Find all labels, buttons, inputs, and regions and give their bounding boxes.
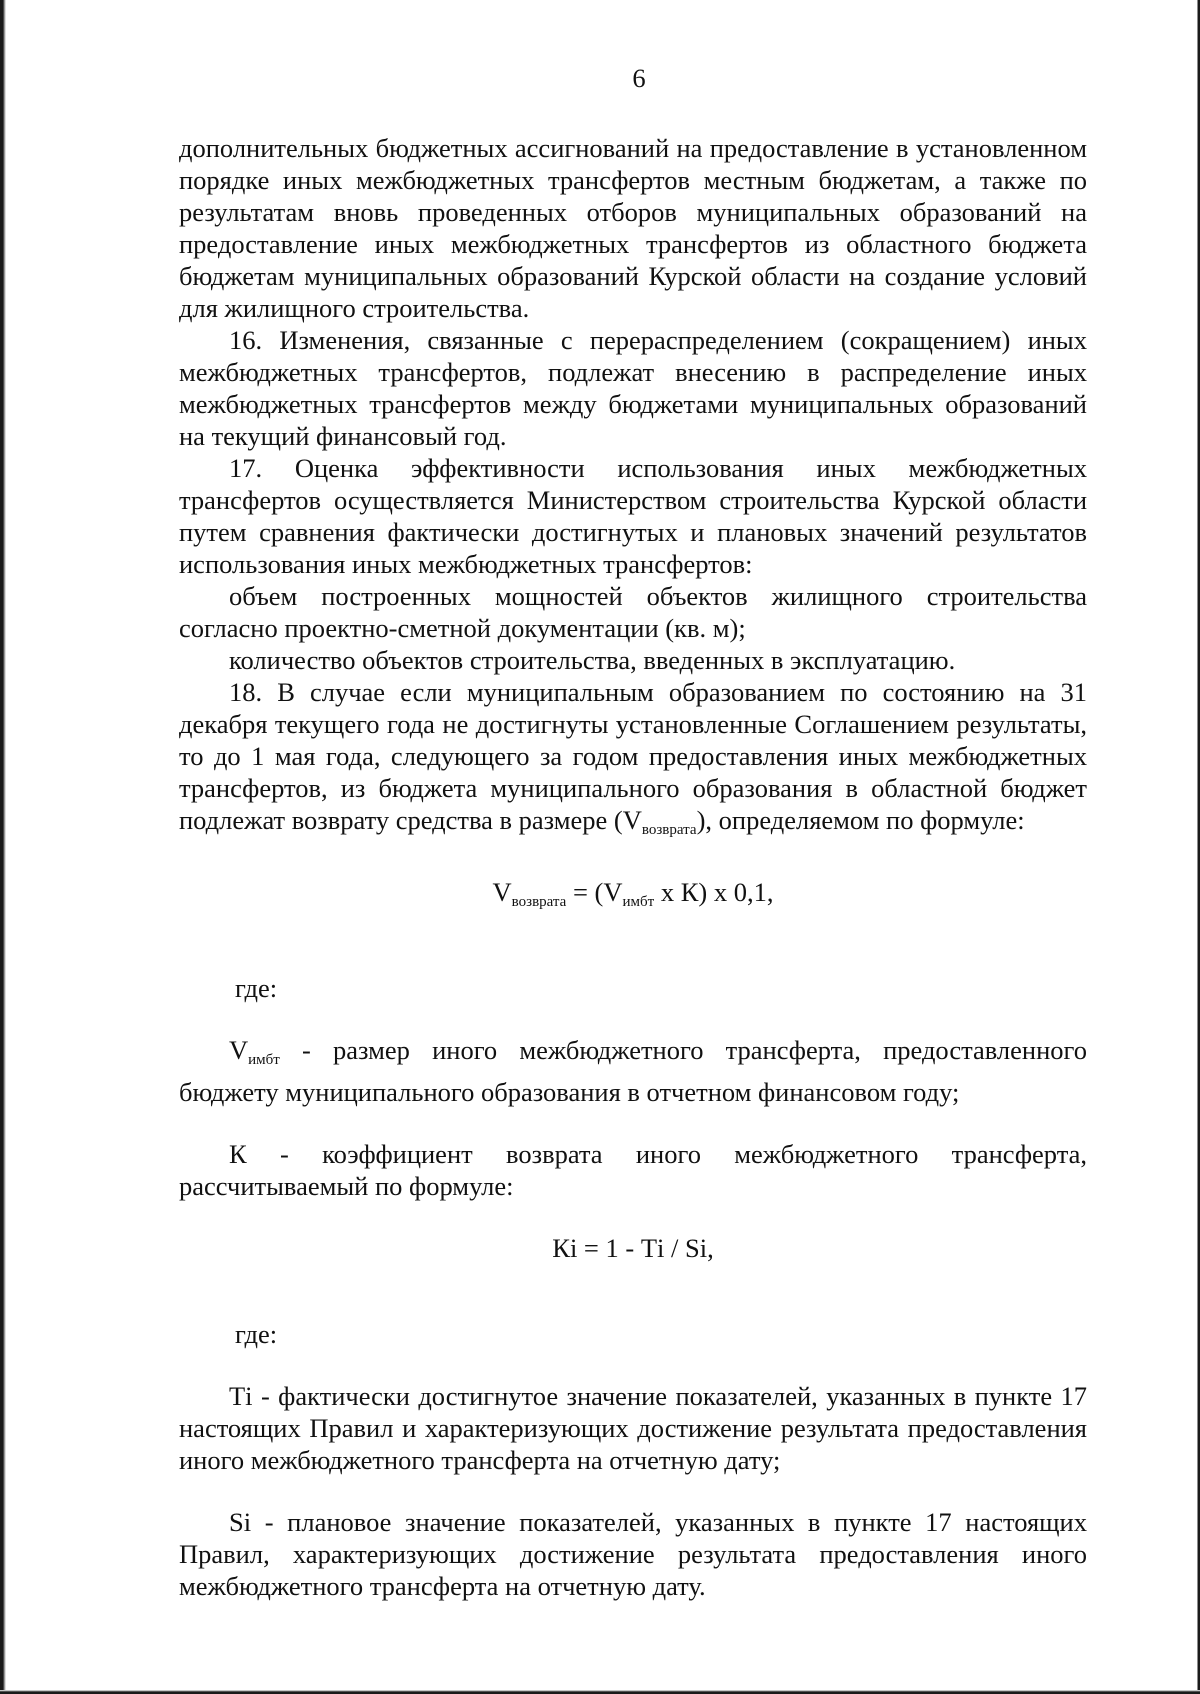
where-label-1: где:: [235, 973, 278, 1003]
where-label-2: где:: [235, 1319, 278, 1349]
document-page: [179, 62, 1087, 1602]
definition-k: К - коэффициент возврата иного межбюджетного трансферта, рассчитываемый по формуле:: [179, 1139, 1087, 1201]
page-number: 6: [632, 63, 646, 93]
scan-border-left: [0, 0, 6, 1694]
formula-return-amount: [179, 876, 1087, 918]
definition-v-imbt-text: - размер иного межбюджетного трансферта, предоставленного бюджету муниципального образования в отчетном финансовом году;: [179, 1035, 1087, 1107]
definition-v-imbt-symbol: V: [229, 1035, 249, 1065]
paragraph-18-subscript: возврата: [641, 822, 697, 838]
formula-1-tail: x К) x 0,1,: [654, 877, 774, 907]
formula-1-sub-return: возврата: [511, 894, 567, 910]
definition-v-imbt-subscript: имбт: [248, 1052, 280, 1068]
scan-border-bottom: [0, 1690, 1200, 1694]
definition-ti: Тi - фактически достигнутое значение показателей, указанных в пункте 17 настоящих Правил и характеризующих достижение результата предоставления иного межбюджетного трансферта на отчетную дату;: [179, 1381, 1087, 1475]
formula-1-mid: = (V: [566, 877, 623, 907]
definition-v-imbt: [179, 1034, 1087, 1108]
paragraph-17-item-count: количество объектов строительства, введенных в эксплуатацию.: [229, 645, 956, 675]
paragraph-continuation: дополнительных бюджетных ассигнований на предоставление в установленном порядке иных межбюджетных трансфертов местным бюджетам, а также по результатам вновь проведенных отборов муниципальных образований на предоставление иных межбюджетных трансфертов из областного бюджета бюджетам муниципальных образований Курской области на создание условий для жилищного строительства.: [179, 133, 1087, 323]
paragraph-18: [179, 676, 1087, 846]
formula-1-sub-imbt: имбт: [622, 894, 655, 910]
definition-si: Si - плановое значение показателей, указанных в пункте 17 настоящих Правил, характеризующих достижение результата предоставления иного межбюджетного трансферта на отчетную дату.: [179, 1507, 1087, 1601]
paragraph-18-text: 18. В случае если муниципальным образованием по состоянию на 31 декабря текущего года не достигнуты установленные Соглашением результаты, то до 1 мая года, следующего за годом предоставления иных межбюджетных трансфертов, из бюджета муниципального образования в областной бюджет подлежат возврату средства в размере (V: [179, 677, 1087, 835]
formula-1-v: V: [492, 877, 512, 907]
paragraph-17: 17. Оценка эффективности использования иных межбюджетных трансфертов осуществляется Министерством строительства Курской области путем сравнения фактически достигнутых и плановых значений результатов использования иных межбюджетных трансфертов:: [179, 453, 1087, 579]
paragraph-17-item-volume: объем построенных мощностей объектов жилищного строительства согласно проектно-сметной документации (кв. м);: [179, 581, 1087, 643]
formula-coefficient: Кi = 1 - Тi / Si,: [552, 1233, 714, 1263]
paragraph-16: 16. Изменения, связанные с перераспределением (сокращением) иных межбюджетных трансфертов, подлежат внесению в распределение иных межбюджетных трансфертов между бюджетами муниципальных образований на текущий финансовый год.: [179, 325, 1087, 451]
paragraph-18-tail: ), определяемом по формуле:: [696, 805, 1025, 835]
